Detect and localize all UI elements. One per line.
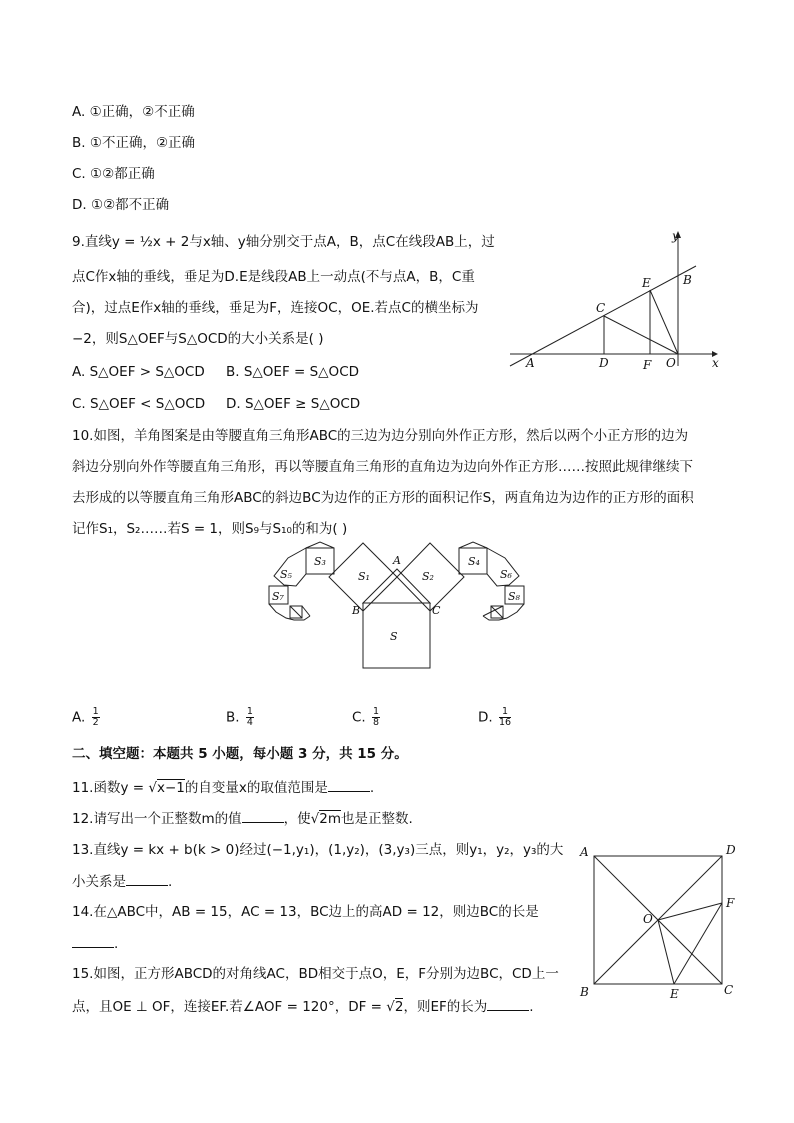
triangle-abc — [363, 569, 430, 603]
label-o: O — [643, 912, 653, 926]
fraction: $\frac{1}{2}$ — [92, 706, 99, 728]
option-letter: C. — [352, 709, 366, 726]
label-f: F — [643, 358, 652, 372]
q10-figure — [266, 540, 531, 672]
option-letter: D. — [478, 709, 493, 726]
q15-figure — [576, 840, 746, 1002]
answer-blank[interactable] — [72, 933, 114, 948]
label-o: O — [666, 356, 676, 370]
q10-option-c — [352, 707, 382, 728]
label-s1: S₁ — [358, 570, 370, 583]
q14-line2: . — [72, 933, 118, 954]
fraction: $\frac{1}{8}$ — [373, 706, 380, 728]
label-a: A — [526, 356, 535, 370]
q15-line2: 点，且OE ⊥ OF，连接EF.若∠AOF = 120°，DF = √2，则EF的长为 . — [72, 996, 534, 1017]
label-c: C — [596, 301, 606, 315]
label-b: B — [352, 604, 361, 617]
label-b: B — [580, 985, 589, 999]
q10-line4: 记作S₁，S₂……若S = 1，则S₉与S₁₀的和为( ) — [72, 521, 348, 537]
option-letter: A. — [72, 709, 86, 726]
q15-line1: 15.如图，正方形ABCD的对角线AC，BD相交于点O，E，F分别为边BC，CD上一 — [72, 966, 559, 982]
q9-option-d: D. S△OEF ≥ S△OCD — [226, 396, 361, 412]
q10-option-b — [226, 707, 256, 728]
label-s: S — [390, 630, 398, 643]
label-d: D — [726, 843, 736, 857]
label-d: D — [599, 356, 609, 370]
q10-line3: 去形成的以等腰直角三角形ABC的斜边BC为边作的正方形的面积记作S，两直角边为边作的正方形的面积 — [72, 490, 694, 506]
q9-option-b: B. S△OEF = S△OCD — [226, 364, 360, 380]
label-e: E — [670, 987, 679, 1001]
segment-of — [658, 903, 722, 920]
label-s3: S₃ — [314, 555, 326, 568]
q14-line1: 14.在△ABC中，AB = 15，AC = 13，BC边上的高AD = 12，则边BC的长是 — [72, 904, 539, 920]
q10-option-d — [478, 707, 513, 728]
q11: 11.函数y = √x−1的自变量x的取值范围是 . — [72, 777, 374, 798]
option-letter: B. — [226, 709, 240, 726]
label-s7: S₇ — [272, 590, 284, 603]
fraction: $\frac{1}{4}$ — [246, 706, 253, 728]
label-s2: S₂ — [422, 570, 434, 583]
choice-8a: A. ①正确，②不正确 — [72, 104, 195, 120]
label-b: B — [683, 273, 692, 287]
answer-blank[interactable] — [487, 996, 529, 1011]
label-c: C — [432, 604, 441, 617]
q9-line3: 合)，过点E作x轴的垂线，垂足为F，连接OC，OE.若点C的横坐标为 — [72, 300, 479, 316]
q13-line1: 13.直线y = kx + b(k > 0)经过(−1,y₁)，(1,y₂)，(3,y₃)三点，则y₁，y₂，y₃的大 — [72, 842, 564, 858]
q13-line2: 小关系是 . — [72, 871, 172, 892]
label-c: C — [724, 983, 734, 997]
label-s5: S₅ — [280, 568, 292, 581]
segment-oe — [650, 290, 678, 354]
choice-8c: C. ①②都正确 — [72, 166, 155, 182]
section-2-heading: 二、填空题：本题共 5 小题，每小题 3 分，共 15 分。 — [72, 746, 408, 762]
label-s8: S₈ — [508, 590, 520, 603]
label-s6: S₆ — [500, 568, 512, 581]
label-a: A — [580, 845, 589, 859]
q12: 12.请写出一个正整数m的值 ，使√2m也是正整数. — [72, 808, 413, 829]
label-e: E — [642, 276, 651, 290]
triangle-left-top — [306, 542, 334, 548]
triangle-right-top — [459, 542, 487, 548]
answer-blank[interactable] — [242, 808, 284, 823]
choice-8d: D. ①②都不正确 — [72, 197, 170, 213]
label-s4: S₄ — [468, 555, 480, 568]
fraction: $\frac{1}{16}$ — [498, 706, 512, 728]
label-f: F — [726, 896, 735, 910]
q10-option-a — [72, 707, 102, 728]
segment-oe — [658, 920, 674, 984]
answer-blank[interactable] — [328, 777, 370, 792]
label-x: x — [712, 356, 719, 370]
label-a: A — [393, 554, 401, 567]
line-ab — [510, 266, 696, 366]
q9-line1: 9.直线y = ½x + 2与x轴、y轴分别交于点A，B，点C在线段AB上，过 — [72, 234, 495, 250]
choice-8b: B. ①不正确，②正确 — [72, 135, 196, 151]
label-y: y — [672, 229, 679, 243]
q9-option-c: C. S△OEF < S△OCD — [72, 396, 206, 412]
segment-oc — [604, 316, 678, 354]
q9-line4: −2，则S△OEF与S△OCD的大小关系是( ) — [72, 331, 324, 347]
q10-line1: 10.如图，羊角图案是由等腰直角三角形ABC的三边为边分别向外作正方形，然后以两个小正方形的边为 — [72, 428, 689, 444]
q10-line2: 斜边分别向外作等腰直角三角形，再以等腰直角三角形的直角边为边向外作正方形……按照此规律继续下 — [72, 459, 693, 475]
answer-blank[interactable] — [126, 871, 168, 886]
q9-option-a: A. S△OEF > S△OCD — [72, 364, 205, 380]
q9-figure — [500, 226, 730, 376]
q9-line2: 点C作x轴的垂线，垂足为D.E是线段AB上一动点(不与点A，B，C重 — [72, 269, 475, 285]
